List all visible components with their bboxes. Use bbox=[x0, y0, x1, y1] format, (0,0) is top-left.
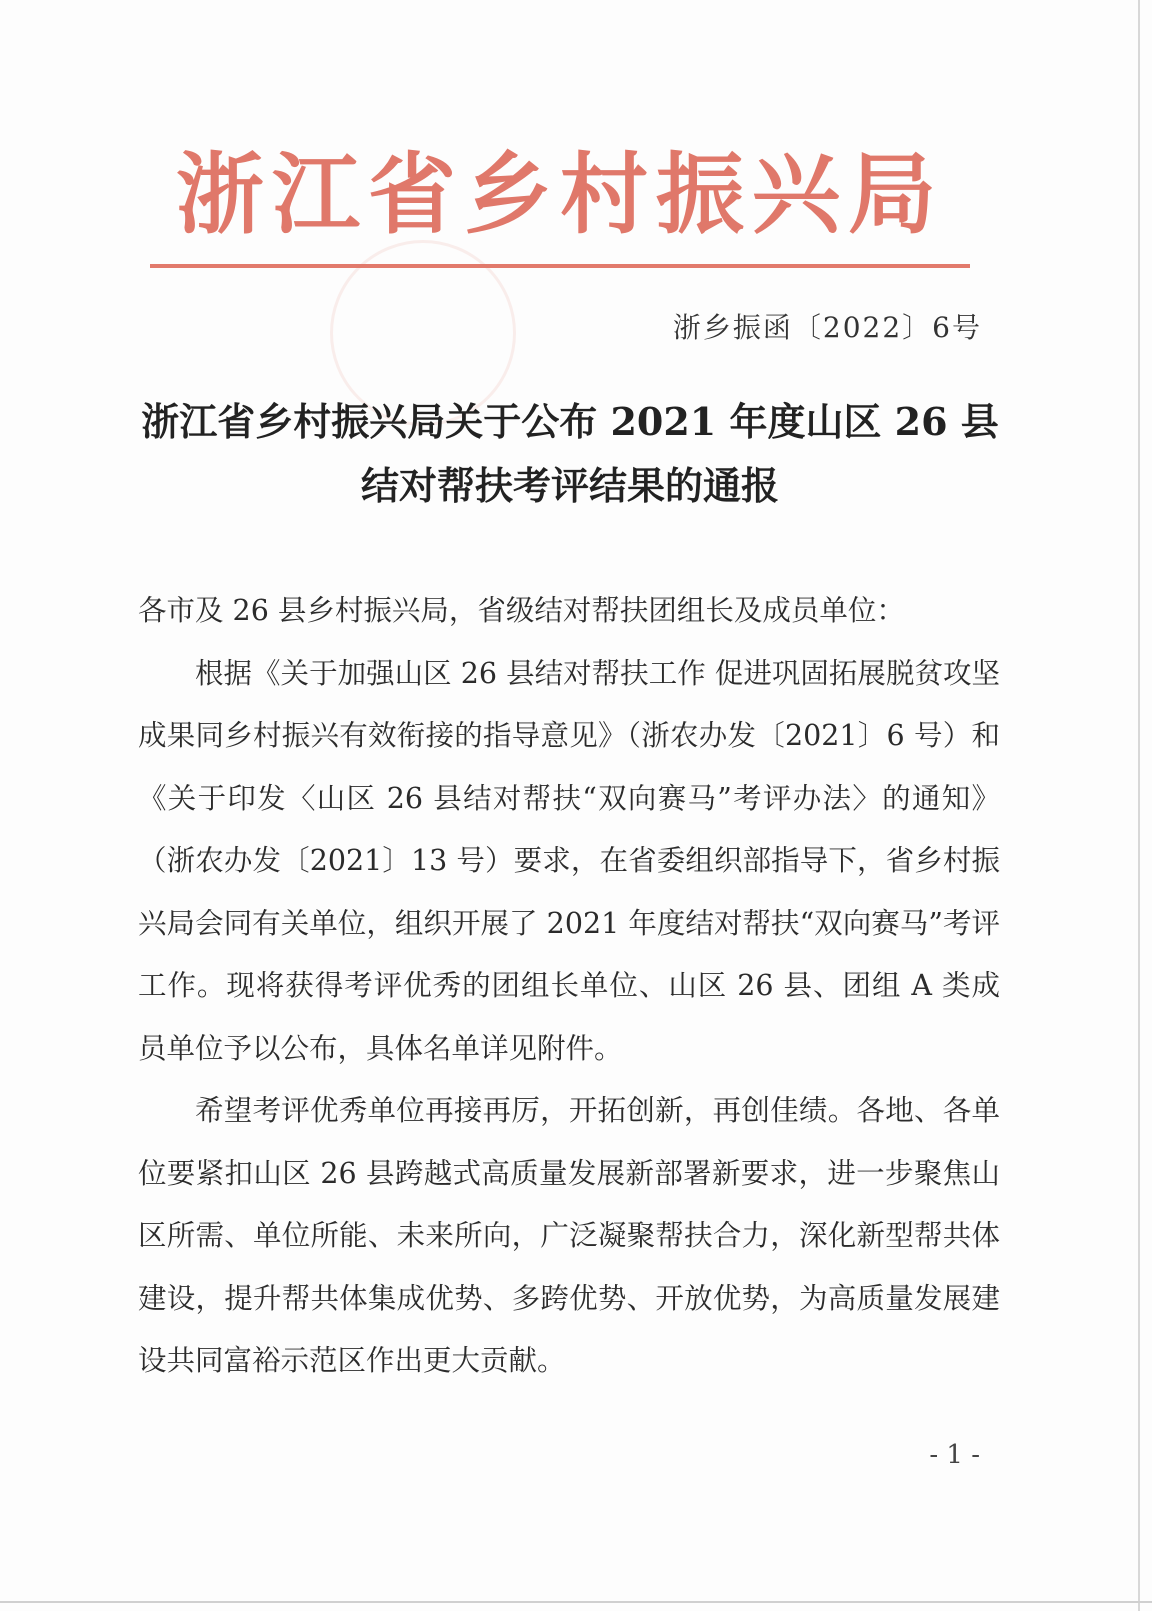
masthead-red-rule bbox=[150, 264, 970, 268]
page-number: - 1 - bbox=[929, 1440, 980, 1470]
salutation: 各市及 26 县乡村振兴局，省级结对帮扶团组长及成员单位： bbox=[138, 594, 905, 627]
scan-edge-bottom bbox=[0, 1601, 1152, 1603]
body-paragraph-1: 根据《关于加强山区 26 县结对帮扶工作 促进巩固拓展脱贫攻坚成果同乡村振兴有效衔接的指导意见》（浙农办发〔2021〕6 号）和《关于印发〈山区 26 县结对帮扶“双向赛马”考评办法〉的通知》（浙农办发〔2021〕13 号）要求，在省委组织部指导下，省乡村振兴局会同有关单位，组织开展了 2021 年度结对帮扶“双向赛马”考评工作。现将获得考评优秀的团组长单位、山区 26 县、团组 A 类成员单位予以公布，具体名单详见附件。 bbox=[138, 656, 1000, 1065]
masthead-org-name: 浙江省乡村振兴局 bbox=[175, 143, 944, 246]
title-line-2: 结对帮扶考评结果的通报 bbox=[360, 463, 779, 508]
document-body bbox=[138, 580, 1000, 1393]
title-line-1: 浙江省乡村振兴局关于公布 2021 年度山区 26 县 bbox=[141, 399, 999, 444]
document-number: 浙乡振函〔2022〕6号 bbox=[672, 311, 982, 344]
body-paragraph-2: 希望考评优秀单位再接再厉，开拓创新，再创佳绩。各地、各单位要紧扣山区 26 县跨越式高质量发展新部署新要求，进一步聚焦山区所需、单位所能、未来所向，广泛凝聚帮扶合力，深化新型帮共体建设，提升帮共体集成优势、多跨优势、开放优势，为高质量发展建设共同富裕示范区作出更大贡献。 bbox=[138, 1094, 1000, 1377]
document-title bbox=[130, 390, 1010, 518]
scan-edge-right bbox=[1138, 0, 1140, 1611]
